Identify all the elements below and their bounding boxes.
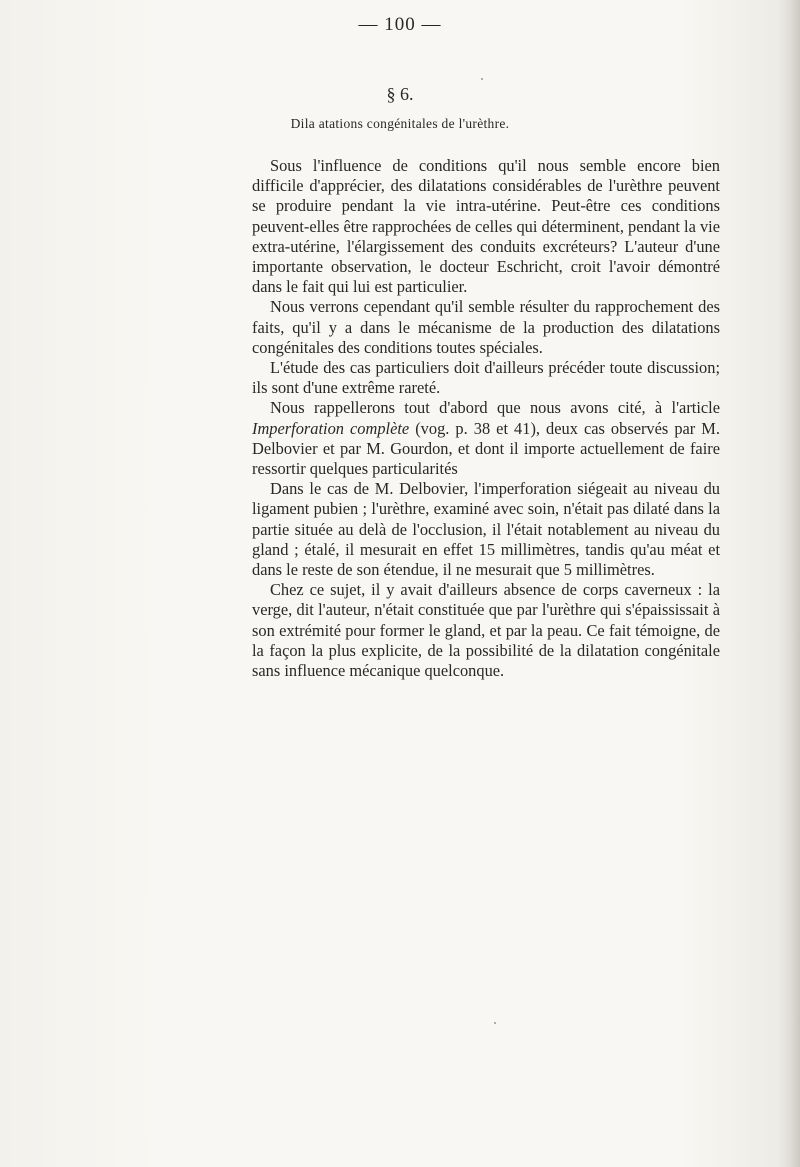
paragraph-1-text: Sous l'influence de conditions qu'il nous semble encore bien difficile d'apprécier, des dilatations considérables de l'urèthre peuvent se produire pendant la vie intra-utérine. Peut-être ces conditions peuvent-elles être rapprochées de celles qui déterminent, pendant la vie extra-utérine, l'élargissement des conduits excréteurs? L'auteur d'une importante observation, le docteur Eschricht, croit l'avoir démontré dans le fait qui lui est particulier. [252, 156, 720, 297]
page-edge-shadow [778, 0, 800, 1167]
paragraph-1 [252, 156, 720, 297]
section-number: § 6. [386, 84, 414, 104]
paragraph-4-text-before: Nous rappellerons tout d'abord que nous avons cité, à l'article [270, 398, 720, 418]
paragraph-2 [252, 297, 720, 358]
paragraph-2-text: Nous verrons cependant qu'il semble résulter du rapprochement des faits, qu'il y a dans le mécanisme de la production des dilatations congénitales des conditions toutes spéciales. [252, 297, 720, 357]
paper-speck [481, 78, 483, 80]
section-title: Dila atations congénitales de l'urèthre. [290, 116, 510, 131]
paragraph-4-italic-reference: Imperforation complète [252, 418, 410, 438]
paragraph-6 [252, 580, 720, 681]
paragraph-5-text: Dans le cas de M. Delbovier, l'imperforation siégeait au niveau du ligament pubien ; l'urèthre, examiné avec soin, n'était pas dilaté dans la partie située au delà de l'occlusion, il l'était notablement au niveau du gland ; étalé, il mesurait en effet 15 millimètres, tandis qu'au méat et dans le reste de son étendue, il ne mesurait que 5 millimètres. [252, 479, 720, 580]
paragraph-4-text-after: (vog. p. 38 et 41), deux cas observés par M. Delbovier et par M. Gourdon, et dont il importe actuellement de faire ressortir quelques particularités [252, 418, 720, 479]
paragraph-5 [252, 479, 720, 580]
paragraph-4 [252, 398, 720, 479]
paragraph-6-text: Chez ce sujet, il y avait d'ailleurs absence de corps caverneux : la verge, dit l'auteur, n'était constituée que par l'urèthre qui s'épaississait à son extrémité pour former le gland, et par la peau. Ce fait témoigne, de la façon la plus explicite, de la possibilité de la dilatation congénitale sans influence mécanique quelconque. [252, 580, 720, 681]
paper-speck [494, 1022, 496, 1024]
paragraph-3-text: L'étude des cas particuliers doit d'ailleurs précéder toute discussion; ils sont d'une extrême rareté. [252, 358, 720, 398]
page-number-header: — 100 — [358, 14, 442, 35]
paragraph-3 [252, 358, 720, 398]
body-text [252, 156, 720, 681]
